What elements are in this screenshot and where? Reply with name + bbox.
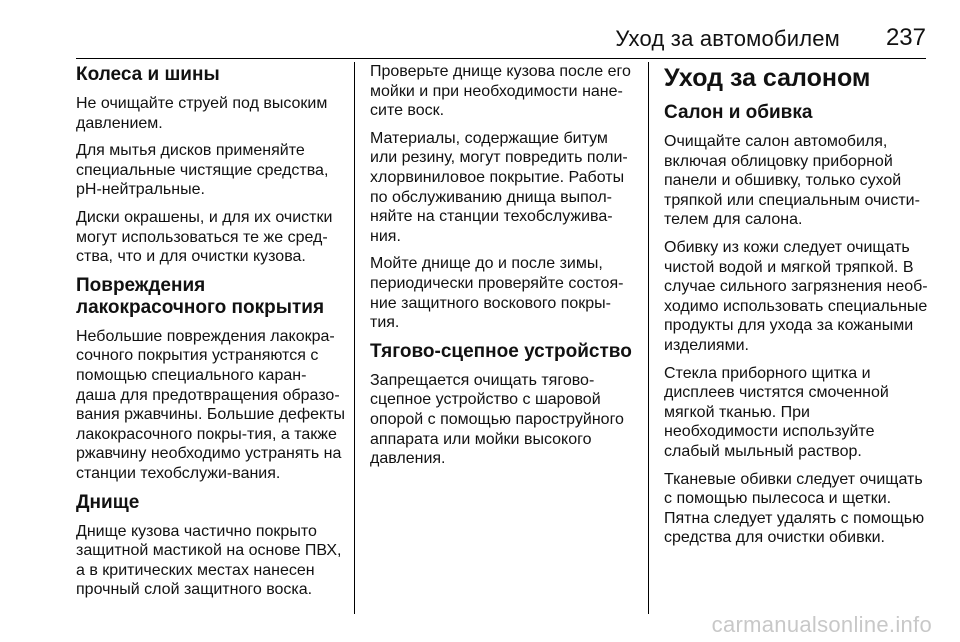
chapter-title: Уход за автомобилем xyxy=(615,26,840,51)
paragraph: Днище кузова частично покрыто защитной мастикой на основе ПВХ, а в критических местах нанесен прочный слой защитного воска. xyxy=(76,522,342,599)
section-heading-underbody: Днище xyxy=(76,491,140,513)
paragraph: Стекла приборного щитка и дисплеев чистятся смоченной мягкой тканью. При необходимости используйте слабый мыльный раствор. xyxy=(664,364,889,460)
paragraph: Обивку из кожи следует очищать чистой водой и мягкой тряпкой. В случае сильного загрязнения необ-ходимо использовать специальные продукты для ухода за кожаными изделиями. xyxy=(664,238,928,354)
paragraph: Проверьте днище кузова после его мойки и при необходимости нане-сите воск. xyxy=(370,63,631,120)
section-heading-towbar: Тягово-сцепное устройство xyxy=(370,340,632,362)
paragraph: Для мытья дисков применяйте специальные чистящие средства, pH-нейтральные. xyxy=(76,142,329,199)
section-heading-wheels: Колеса и шины xyxy=(76,64,220,85)
paragraph: Запрещается очищать тягово-сцепное устройство с шаровой опорой с помощью пароструйного аппарата или мойки высокого давления. xyxy=(370,371,624,468)
section-heading-paint-damage: Повреждения лакокрасочного покрытия xyxy=(76,274,325,318)
paragraph: Диски окрашены, и для их очистки могут использоваться те же сред-ства, что и для очистки кузова. xyxy=(76,208,333,266)
column-left xyxy=(76,62,346,608)
chapter-heading-interior-care: Уход за салоном xyxy=(664,64,871,92)
paragraph: Очищайте салон автомобиля, включая облицовку приборной панели и обшивку, только сухой тряпкой или специальным очисти-телем для салона. xyxy=(664,133,920,229)
paragraph: Материалы, содержащие битум или резину, могут повредить поли-хлорвиниловое покрытие. Работы по обслуживанию днища выпол-няйте на станции техобслужива-ния. xyxy=(370,129,628,245)
paragraph: Тканевые обивки следует очищать с помощью пылесоса и щетки. Пятна следует удалять с помощью средства для очистки обивки. xyxy=(664,470,925,547)
paragraph: Не очищайте струей под высоким давлением. xyxy=(76,95,328,132)
paragraph: Небольшие повреждения лакокра-сочного покрытия устраняются с помощью специального каран-даша для предотвращения образо-вания ржавчины. Большие дефекты лакокрасочного покры-тия, а также ржавчину необходимо устранять на станции техобслужи-вания. xyxy=(76,327,346,482)
page-header xyxy=(76,18,926,59)
column-middle xyxy=(370,62,636,477)
column-divider xyxy=(354,62,355,614)
column-divider xyxy=(648,62,649,614)
column-right xyxy=(664,62,928,556)
paragraph: Мойте днище до и после зимы, периодически проверяйте состоя-ние защитного воскового покры-тия. xyxy=(370,255,624,332)
page-number: 237 xyxy=(885,24,926,51)
section-heading-interior-trim: Салон и обивка xyxy=(664,102,813,123)
watermark: carmanualsonline.info xyxy=(711,612,932,637)
